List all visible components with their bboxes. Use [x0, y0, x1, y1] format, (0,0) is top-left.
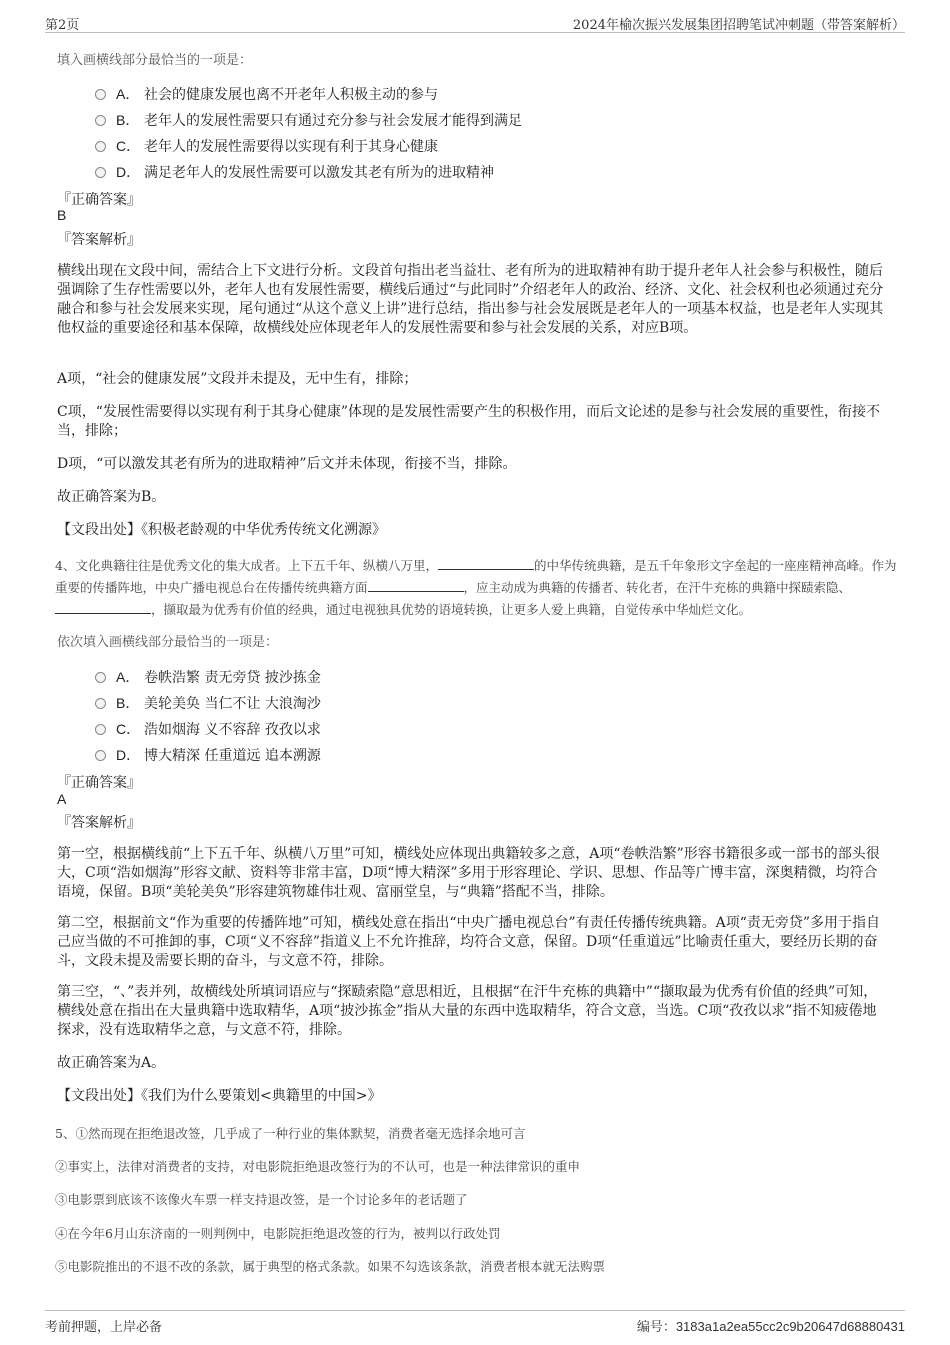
answer-blank: [438, 557, 534, 570]
q4-analysis-label: 『答案解析』: [57, 815, 141, 831]
q4-source: 【文段出处】《我们为什么要策划<典籍里的中国>》: [57, 1088, 382, 1104]
radio-icon[interactable]: [95, 672, 106, 683]
q4-answer: A: [57, 791, 67, 807]
q3-option-b[interactable]: B． 老年人的发展性需要只有通过充分参与社会发展才能得到满足: [95, 110, 522, 130]
q3-analysis-label: 『答案解析』: [57, 232, 141, 248]
q3-analysis-para-4: D项，“可以激发其老有所为的进取精神”后文并未体现，衔接不当，排除。: [57, 456, 517, 472]
radio-icon[interactable]: [95, 167, 106, 178]
q4-analysis-para-1: 第一空，根据横线前“上下五千年、纵横八万里”可知，横线处应体现出典籍较多之意，A项“卷帙浩繁”形容书籍很多或一部书的部头很大，C项“浩如烟海”形容文献、资料等非常丰富，D项“博大精深”多用于形容理论、学识、思想、作品等广博丰富，深奥精微，均符合语境，保留。B项“美轮美奂”形容建筑物雄伟壮观、富丽堂皇，与“典籍”搭配不当，排除。: [57, 846, 880, 900]
q4-prompt: 依次填入画横线部分最恰当的一项是：: [57, 635, 279, 650]
q4-option-d[interactable]: D． 博大精深 任重道远 追本溯源: [95, 745, 321, 765]
q4-option-b[interactable]: B． 美轮美奂 当仁不让 大浪淘沙: [95, 693, 321, 713]
q4-option-c[interactable]: C． 浩如烟海 义不容辞 孜孜以求: [95, 719, 321, 739]
q3-analysis-para-2: A项，“社会的健康发展”文段并未提及，无中生有，排除；: [57, 371, 418, 387]
q4-stem: 4、文化典籍往往是优秀文化的集大成者。上下五千年、纵横八万里， 的中华传统典籍，是五千年象形文字垒起的一座座精神高峰。作为重要的传播阵地，中央广播电视总台在传播传统典籍方面 ，应主动成为典籍的传播者、转化者，在汗牛充栋的典籍中探赜索隐、，撷取最为优秀有价值的经典，通过电视独具优势的语境转换，让更多人爱上典籍，自觉传承中华灿烂文化。: [55, 558, 897, 617]
document-title: 2024年榆次振兴发展集团招聘笔试冲刺题（带答案解析）: [572, 18, 905, 33]
q4-option-a[interactable]: A． 卷帙浩繁 责无旁贷 披沙拣金: [95, 667, 321, 687]
q3-analysis-para-3: C项，“发展性需要得以实现有利于其身心健康”体现的是发展性需要产生的积极作用，而后文论述的是参与社会发展的重要性，衔接不当，排除；: [57, 404, 881, 439]
q5-line-5: ⑤电影院推出的不退不改的条款，属于典型的格式条款。如果不勾选该条款，消费者根本就无法购票: [55, 1259, 606, 1274]
page-header: [45, 14, 905, 33]
answer-blank: [55, 601, 151, 614]
q3-analysis-para-5: 故正确答案为B。: [57, 489, 166, 505]
radio-icon[interactable]: [95, 750, 106, 761]
q5-line-1: 5、①然而现在拒绝退改签，几乎成了一种行业的集体默契，消费者毫无选择余地可言: [55, 1126, 526, 1141]
q5-line-3: ③电影票到底该不该像火车票一样支持退改签，是一个讨论多年的老话题了: [55, 1192, 468, 1207]
q3-answer: B: [57, 207, 67, 223]
q4-answer-label: 『正确答案』: [57, 775, 141, 791]
page-number: 第2页: [45, 18, 80, 33]
radio-icon[interactable]: [95, 698, 106, 709]
footer-slogan: 考前押题，上岸必备: [45, 1320, 163, 1335]
document-id: 编号：3183a1a2ea55cc2c9b20647d68880431: [636, 1319, 905, 1334]
page-footer: [45, 1310, 905, 1335]
radio-icon[interactable]: [95, 141, 106, 152]
q3-option-a[interactable]: A． 社会的健康发展也离不开老年人积极主动的参与: [95, 84, 438, 104]
answer-blank: [368, 579, 464, 592]
q3-analysis-para-1: 横线出现在文段中间，需结合上下文进行分析。文段首句指出老当益壮、老有所为的进取精神有助于提升老年人社会参与积极性，随后强调除了生存性需要以外，老年人也有发展性需要，横线后通过“与此同时”介绍老年人的政治、经济、文化、社会权利也必须通过充分融合和参与社会发展来实现，尾句通过“从这个意义上讲”进行总结，指出参与社会发展既是老年人的一项基本权益，也是老年人实现其他权益的重要途径和基本保障，故横线处应体现老年人的发展性需要和参与社会发展的关系，对应B项。: [57, 263, 884, 336]
q3-option-c[interactable]: C． 老年人的发展性需要得以实现有利于其身心健康: [95, 136, 438, 156]
radio-icon[interactable]: [95, 724, 106, 735]
q5-line-4: ④在今年6月山东济南的一则判例中，电影院拒绝退改签的行为，被判以行政处罚: [55, 1226, 501, 1241]
q3-answer-label: 『正确答案』: [57, 192, 141, 208]
q3-source: 【文段出处】《积极老龄观的中华优秀传统文化溯源》: [57, 522, 386, 538]
radio-icon[interactable]: [95, 115, 106, 126]
radio-icon[interactable]: [95, 89, 106, 100]
q3-option-d[interactable]: D． 满足老年人的发展性需要可以激发其老有所为的进取精神: [95, 162, 494, 182]
q5-line-2: ②事实上，法律对消费者的支持，对电影院拒绝退改签行为的不认可，也是一种法律常识的重申: [55, 1159, 581, 1174]
q3-prompt: 填入画横线部分最恰当的一项是：: [57, 53, 253, 68]
q4-analysis-para-3: 第三空，“、”表并列，故横线处所填词语应与“探赜索隐”意思相近，且根据“在汗牛充栋的典籍中”“撷取最为优秀有价值的经典”可知，横线处意在指出在大量典籍中选取精华，A项“披沙拣金”指从大量的东西中选取精华，符合文意，当选。C项“孜孜以求”指不知疲倦地探求，没有选取精华之意，与文意不符，排除。: [57, 984, 878, 1038]
q4-analysis-para-4: 故正确答案为A。: [57, 1055, 166, 1071]
q4-analysis-para-2: 第二空，根据前文“作为重要的传播阵地”可知，横线处意在指出“中央广播电视总台”有责任传播传统典籍。A项“责无旁贷”多用于指自己应当做的不可推卸的事，C项“义不容辞”指道义上不允许推辞，均符合文意，保留。D项“任重道远”比喻责任重大，要经历长期的奋斗，文段未提及需要长期的奋斗，与文意不符，排除。: [57, 915, 881, 969]
